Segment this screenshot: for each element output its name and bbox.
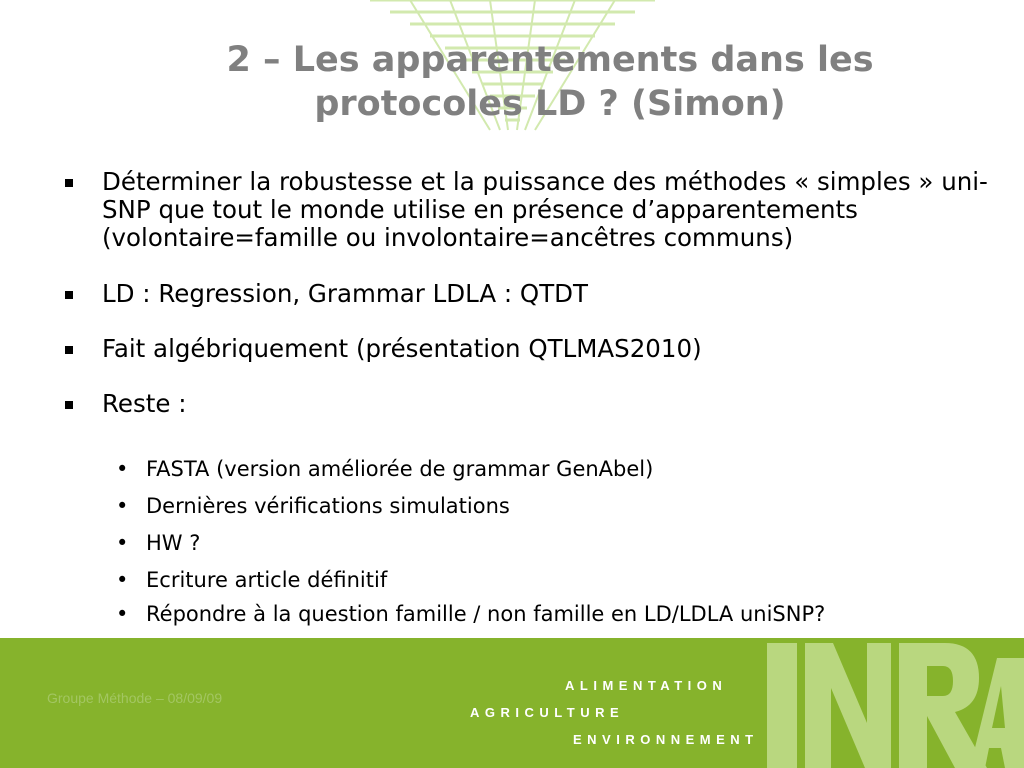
sub-bullet-text: HW ? xyxy=(146,531,201,555)
square-bullet-icon xyxy=(65,346,73,354)
square-bullet-icon xyxy=(65,291,73,299)
sub-bullet-item xyxy=(60,567,1020,593)
bullet-text: Fait algébriquement (présentation QTLMAS2010) xyxy=(102,334,702,363)
footer-band xyxy=(0,638,1024,768)
round-bullet-icon: • xyxy=(116,568,129,592)
bullet-text: Reste : xyxy=(102,389,187,418)
square-bullet-icon xyxy=(65,401,73,409)
sub-bullet-list xyxy=(60,456,1020,627)
bullet-item xyxy=(60,335,1020,363)
bullet-text: LD : Regression, Grammar LDLA : QTDT xyxy=(102,279,589,308)
slide-title: 2 – Les apparentements dans les protocoles LD ? (Simon) xyxy=(226,40,874,124)
tagline-environnement: ENVIRONNEMENT xyxy=(573,732,759,747)
tagline-alimentation: ALIMENTATION xyxy=(565,678,728,693)
sub-bullet-item xyxy=(60,601,1020,627)
bullet-item xyxy=(60,168,1020,252)
round-bullet-icon: • xyxy=(116,494,129,518)
round-bullet-icon: • xyxy=(116,531,129,555)
inra-logo xyxy=(765,638,1024,768)
tagline-agriculture: AGRICULTURE xyxy=(470,705,625,720)
round-bullet-icon: • xyxy=(116,457,129,481)
bullet-item xyxy=(60,280,1020,308)
round-bullet-icon: • xyxy=(116,602,129,626)
bullet-list xyxy=(60,168,1020,428)
bullet-item xyxy=(60,390,1020,418)
sub-bullet-text: Ecriture article définitif xyxy=(146,568,388,592)
sub-bullet-text: FASTA (version améliorée de grammar GenAbel) xyxy=(146,457,654,481)
bullet-text: Déterminer la robustesse et la puissance des méthodes « simples » uni-SNP que tout le monde utilise en présence d’apparentements (volontaire=famille ou involontaire=ancêtres communs) xyxy=(102,167,988,252)
sub-bullet-text: Répondre à la question famille / non famille en LD/LDLA uniSNP? xyxy=(146,602,826,626)
sub-bullet-item xyxy=(60,530,1020,556)
square-bullet-icon xyxy=(65,179,73,187)
sub-bullet-text: Dernières vérifications simulations xyxy=(146,494,510,518)
sub-bullet-item xyxy=(60,456,1020,482)
footer-date: Groupe Méthode – 08/09/09 xyxy=(47,690,223,706)
sub-bullet-item xyxy=(60,493,1020,519)
